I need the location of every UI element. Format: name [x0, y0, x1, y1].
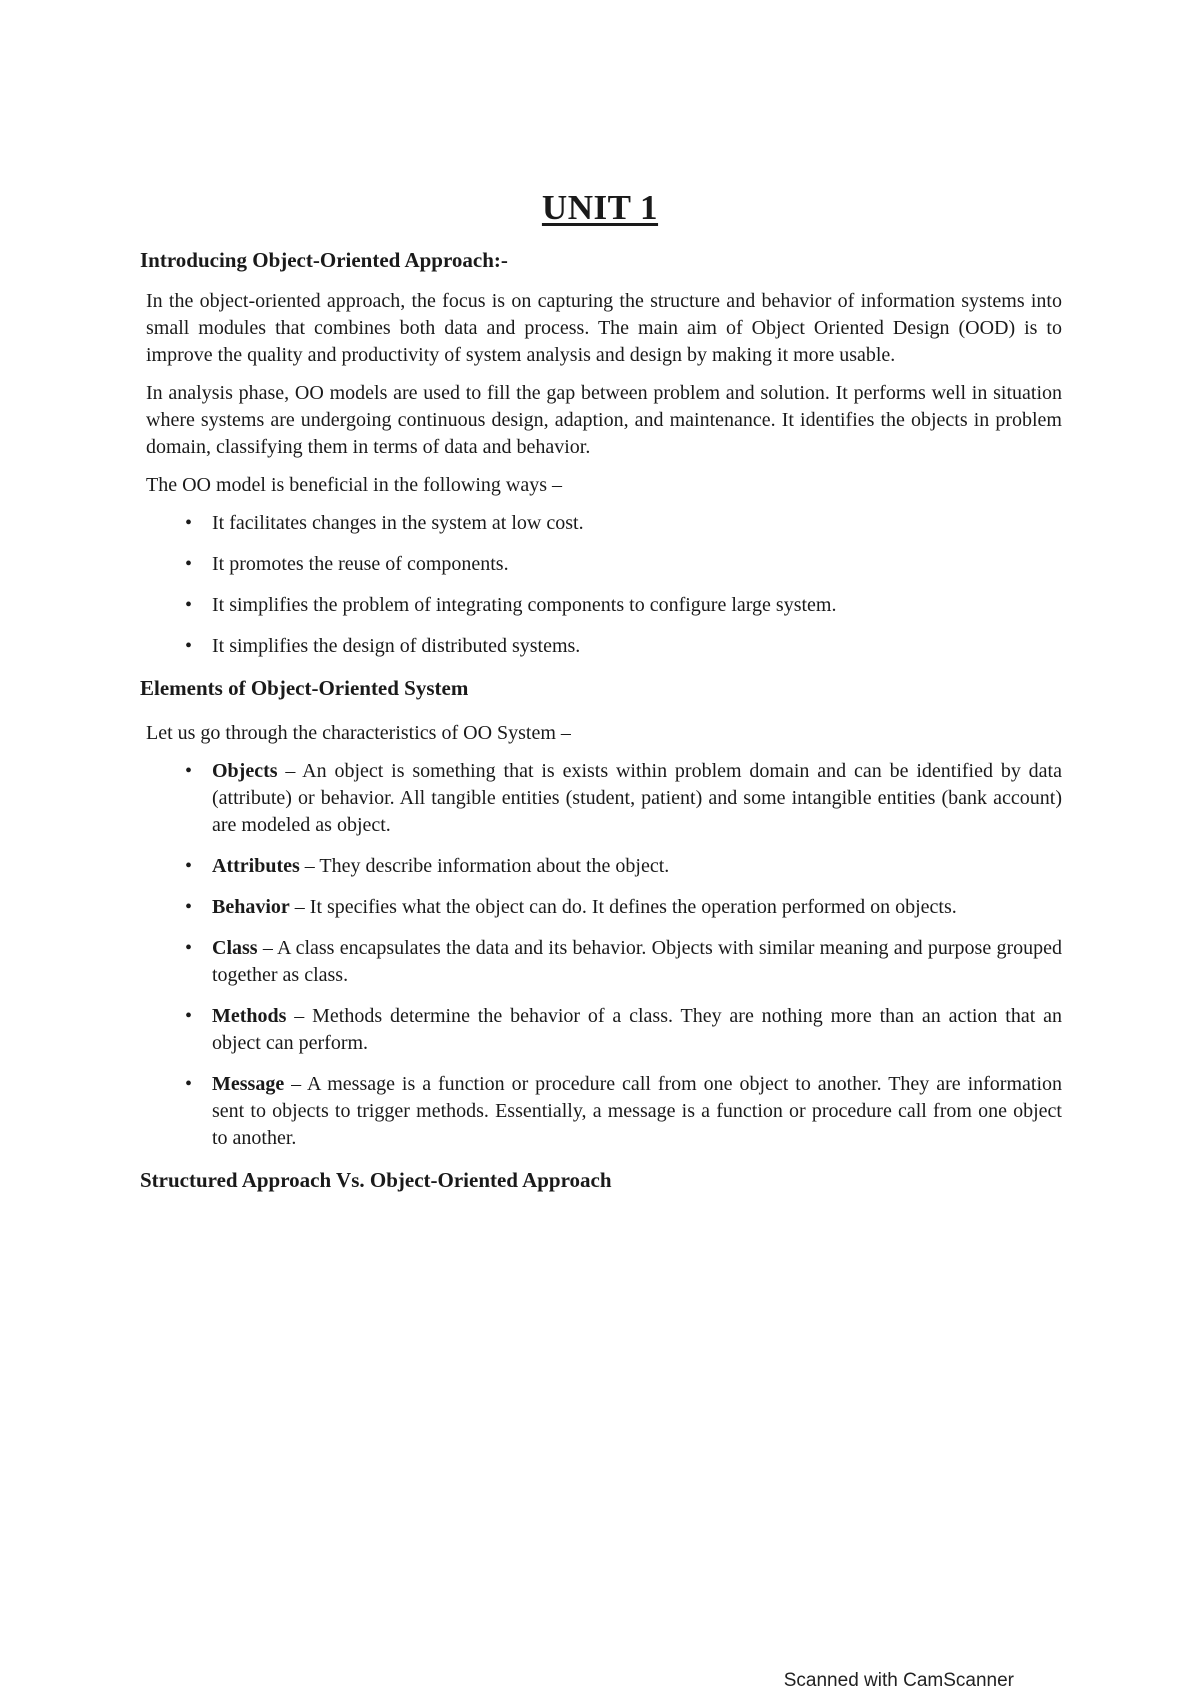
term-label: Attributes — [212, 855, 300, 877]
benefits-list — [142, 510, 1062, 660]
elements-list — [142, 758, 1062, 1152]
paragraph-elements-intro: Let us go through the characteristics of OO System – — [146, 722, 571, 744]
list-item: • It facilitates changes in the system at low cost. — [142, 510, 1062, 537]
bullet-icon: • — [185, 937, 193, 959]
paragraph-analysis-phase: In analysis phase, OO models are used to fill the gap between problem and solution. It performs well in situation where systems are undergoing continuous design, adaption, and maintenance. It identifies the objects in problem domain, classifying them in terms of data and behavior. — [146, 382, 1062, 458]
bullet-icon: • — [185, 1005, 193, 1027]
paragraph-benefits-intro: The OO model is beneficial in the following ways – — [146, 474, 563, 496]
bullet-icon: • — [185, 760, 193, 782]
bullet-icon: • — [185, 1073, 193, 1095]
section-heading-structured-vs-oo: Structured Approach Vs. Object-Oriented Approach — [140, 1168, 612, 1192]
bullet-icon: • — [185, 635, 193, 657]
bullet-icon: • — [185, 855, 193, 877]
list-item: • It simplifies the problem of integrating components to configure large system. — [142, 592, 1062, 619]
term-label: Class — [212, 937, 258, 959]
bullet-icon: • — [185, 512, 193, 534]
list-item-message: • Message – A message is a function or procedure call from one object to another. They are information sent to objects to trigger methods. Essentially, a message is a function or procedure call from one object to another. — [185, 1073, 1062, 1149]
paragraph-oo-approach: In the object-oriented approach, the focus is on capturing the structure and behavior of information systems into small modules that combines both data and process. The main aim of Object Oriented Design (OOD) is to improve the quality and productivity of system analysis and design by making it more usable. — [146, 290, 1062, 366]
term-label: Objects — [212, 760, 278, 782]
list-item-attributes: • Attributes – They describe information about the object. — [142, 853, 1062, 880]
document-body — [142, 246, 1062, 1208]
list-item-objects: • Objects – An object is something that is exists within problem domain and can be identified by data (attribute) or behavior. All tangible entities (student, patient) and some intangible entities (bank account) are modeled as object. — [185, 760, 1062, 836]
bullet-icon: • — [185, 594, 193, 616]
list-item-class: • Class – A class encapsulates the data and its behavior. Objects with similar meaning and purpose grouped together as class. — [185, 937, 1062, 986]
term-label: Behavior — [212, 896, 290, 918]
section-heading-elements: Elements of Object-Oriented System — [140, 676, 469, 700]
page-title: UNIT 1 — [541, 188, 659, 227]
term-label: Methods — [212, 1005, 287, 1027]
scanner-watermark: Scanned with CamScanner — [783, 1670, 1014, 1691]
term-label: Message — [212, 1073, 285, 1095]
bullet-icon: • — [185, 553, 193, 575]
section-heading-introducing: Introducing Object-Oriented Approach:- — [140, 248, 508, 272]
list-item-methods: • Methods – Methods determine the behavior of a class. They are nothing more than an action that an object can perform. — [185, 1005, 1062, 1054]
list-item: • It simplifies the design of distributed systems. — [142, 633, 1062, 660]
list-item-behavior: • Behavior – It specifies what the object can do. It defines the operation performed on objects. — [142, 894, 1062, 921]
bullet-icon: • — [185, 896, 193, 918]
list-item: • It promotes the reuse of components. — [142, 551, 1062, 578]
